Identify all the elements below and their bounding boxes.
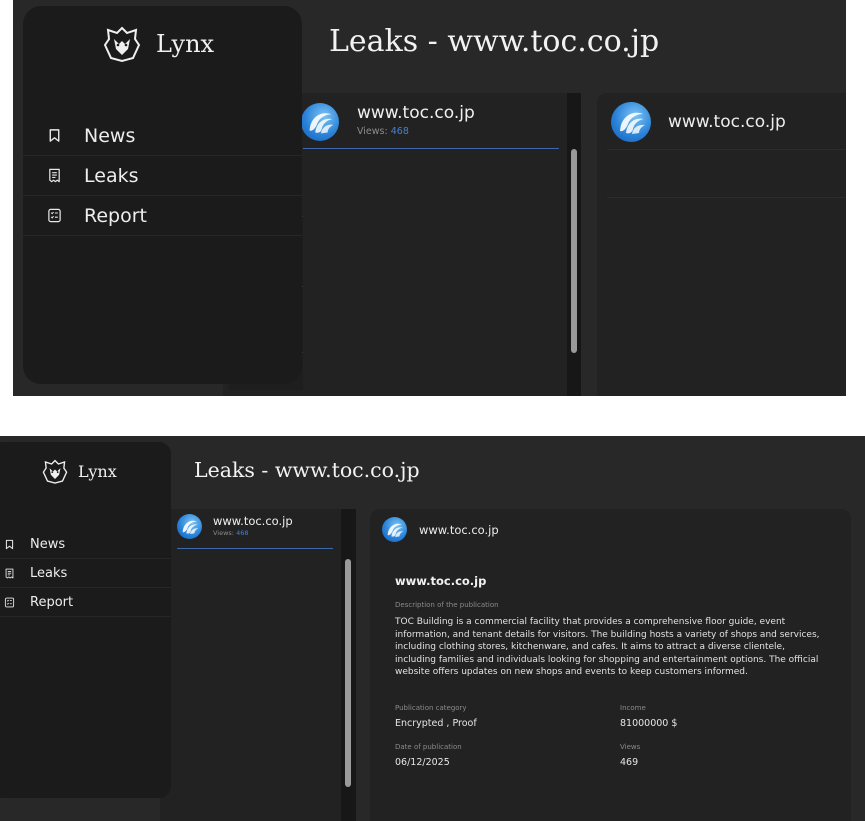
income-label: Income: [620, 704, 646, 712]
site-avatar-icon: [382, 517, 407, 542]
leak-item-views: Views: 468: [357, 126, 409, 137]
site-avatar-icon: [301, 103, 339, 141]
publication-description: TOC Building is a commercial facility that provides a comprehensive floor guide, event information, and tenant details for visitors. The building hosts a variety of shops and services, including clothing stores, kitchenware, and cafes. It aims to attract a diverse clientele, including families and individuals looking for shopping and entertainment options. The official website offers updates on new shops and events to keep customers informed.: [395, 617, 820, 678]
list-scroll-thumb[interactable]: [345, 559, 351, 787]
page-title: Leaks - www.toc.co.jp: [329, 24, 660, 59]
site-avatar-icon: [611, 102, 651, 142]
sidebar-nav: [23, 116, 302, 236]
sidebar-item-label: Report: [84, 204, 147, 227]
detail-divider: [607, 197, 846, 198]
views-label: Views: [620, 743, 641, 751]
app-name: Lynx: [156, 30, 215, 58]
sidebar-item-report[interactable]: [23, 196, 302, 236]
sidebar-item-leaks[interactable]: [23, 156, 302, 196]
leak-item-title: www.toc.co.jp: [357, 103, 475, 123]
detail-panel: [370, 509, 851, 821]
app-name: Lynx: [78, 462, 117, 481]
sidebar-item-leaks[interactable]: [0, 559, 171, 588]
list-scrollbar[interactable]: [341, 509, 356, 821]
sidebar-item-label: Leaks: [30, 565, 68, 581]
list-scroll-thumb[interactable]: [571, 149, 577, 353]
sidebar-item-label: Report: [30, 594, 74, 610]
income-value: 81000000 $: [620, 718, 678, 729]
lynx-head-icon: [100, 25, 144, 63]
sidebar-item-report[interactable]: [0, 588, 171, 617]
date-label: Date of publication: [395, 743, 462, 751]
category-value: Encrypted , Proof: [395, 718, 477, 729]
leak-list-item[interactable]: [177, 514, 293, 539]
list-scrollbar[interactable]: [567, 93, 581, 396]
app-logo: [40, 458, 117, 485]
sidebar-nav: [0, 530, 171, 617]
screenshot-top: [13, 0, 846, 396]
date-value: 06/12/2025: [395, 757, 450, 768]
category-label: Publication category: [395, 704, 467, 712]
detail-panel: [597, 93, 846, 396]
page-title: Leaks - www.toc.co.jp: [194, 458, 420, 482]
receipt-icon: [47, 168, 62, 183]
views-value: 469: [620, 757, 639, 768]
leak-item-views: Views: 468: [213, 529, 249, 537]
checklist-icon: [47, 208, 62, 223]
screenshot-bottom: [0, 436, 865, 821]
sidebar-item-label: Leaks: [84, 164, 139, 187]
leaks-list-panel: [160, 509, 356, 821]
leak-item-underline: [303, 148, 559, 149]
leak-list-item[interactable]: [301, 103, 475, 141]
description-label: Description of the publication: [395, 601, 499, 609]
site-avatar-icon: [177, 514, 202, 539]
receipt-icon: [4, 568, 15, 579]
bookmark-icon: [4, 539, 15, 550]
detail-site-name: www.toc.co.jp: [668, 112, 786, 132]
sidebar: [23, 6, 302, 384]
app-logo: [100, 25, 214, 63]
bookmark-icon: [47, 128, 62, 143]
leak-item-underline: [177, 548, 333, 549]
sidebar-item-news[interactable]: [23, 116, 302, 156]
sidebar-item-label: News: [30, 536, 66, 552]
detail-header: [382, 517, 499, 542]
sidebar: [0, 442, 171, 798]
publication-title: www.toc.co.jp: [395, 574, 487, 588]
leak-item-title: www.toc.co.jp: [213, 514, 293, 528]
detail-header: [611, 102, 786, 142]
lynx-head-icon: [40, 458, 70, 485]
detail-site-name: www.toc.co.jp: [419, 522, 499, 537]
sidebar-item-news[interactable]: [0, 530, 171, 559]
detail-divider: [607, 149, 846, 150]
checklist-icon: [4, 597, 15, 608]
sidebar-item-label: News: [84, 124, 136, 147]
